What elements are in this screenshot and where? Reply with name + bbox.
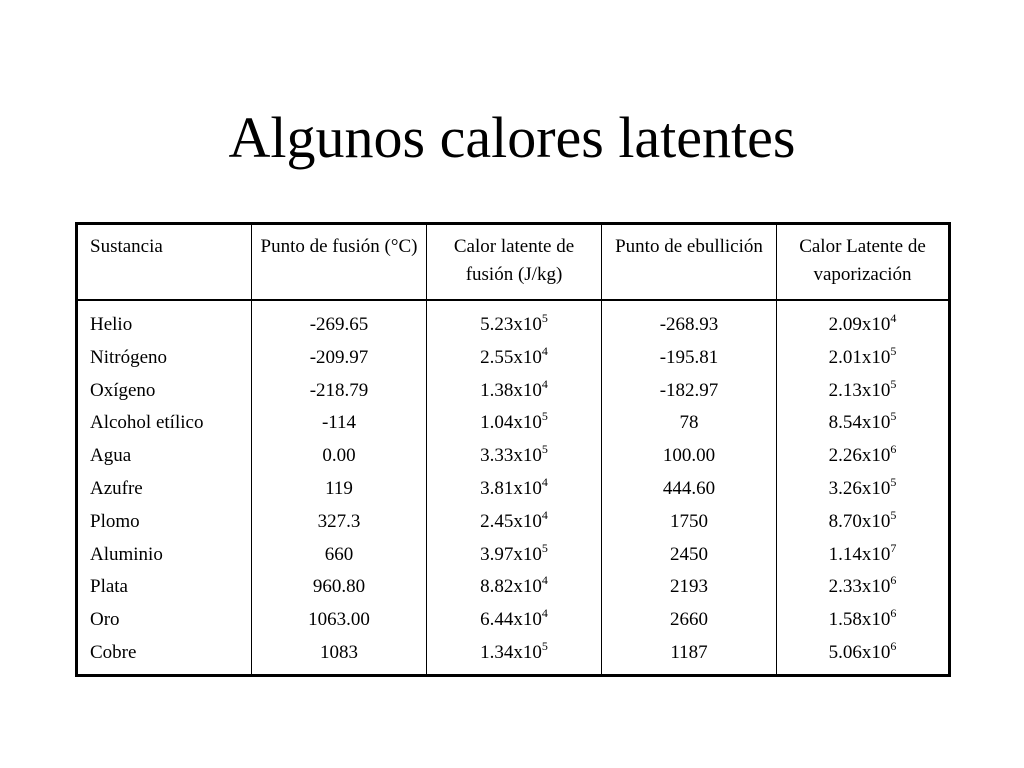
cell-exponent: 5 — [541, 409, 548, 424]
cell-punto-ebullicion: 1187 — [670, 641, 708, 663]
cell-exponent: 6 — [890, 638, 897, 653]
cell-punto-ebullicion: 100.00 — [662, 445, 716, 467]
cell-mantissa: 5.06x10 — [828, 641, 891, 663]
cell-exponent: 5 — [890, 507, 897, 522]
column-calor-fusion — [427, 300, 602, 675]
cell-mantissa: 2.13x10 — [828, 379, 891, 401]
cell-mantissa: 2.33x10 — [828, 576, 891, 598]
cell-sustancia: Helio — [90, 314, 133, 335]
slide-title: Algunos calores latentes — [228, 105, 796, 170]
cell-sustancia: Cobre — [90, 641, 137, 663]
cell-exponent: 4 — [541, 474, 548, 489]
cell-calor-vaporizacion — [783, 375, 942, 408]
cell-mantissa: 2.45x10 — [480, 510, 542, 532]
cell-punto-fusion: 660 — [324, 543, 354, 565]
cell-sustancia: Alcohol etílico — [90, 412, 204, 434]
cell-exponent: 6 — [890, 606, 897, 621]
cell-sustancia: Plata — [90, 576, 128, 598]
cell-punto-fusion: -269.65 — [309, 314, 369, 335]
cell-calor-fusion — [433, 407, 595, 440]
cell-punto-fusion: 960.80 — [312, 576, 366, 598]
cell-punto-fusion: -218.79 — [309, 379, 369, 401]
cell-mantissa: 3.81x10 — [480, 477, 542, 499]
cell-exponent: 4 — [541, 343, 548, 358]
cell-exponent: 5 — [541, 311, 548, 325]
cell-mantissa: 8.70x10 — [828, 510, 891, 532]
cell-mantissa: 1.58x10 — [828, 609, 891, 631]
cell-calor-vaporizacion — [783, 571, 942, 604]
cell-exponent: 5 — [890, 409, 897, 424]
cell-punto-ebullicion: -268.93 — [659, 314, 719, 335]
cell-calor-vaporizacion — [783, 407, 942, 440]
cell-calor-fusion — [433, 375, 595, 408]
cell-exponent: 4 — [890, 311, 897, 325]
cell-punto-ebullicion: 2193 — [670, 576, 708, 598]
cell-punto-fusion: 0.00 — [322, 445, 356, 467]
cell-calor-fusion — [433, 539, 595, 572]
cell-exponent: 6 — [890, 573, 897, 588]
header-sustancia: Sustancia — [77, 224, 252, 301]
cell-mantissa: 3.97x10 — [480, 543, 542, 565]
cell-sustancia: Oxígeno — [90, 379, 156, 401]
cell-mantissa: 8.82x10 — [480, 576, 542, 598]
cell-calor-vaporizacion — [783, 506, 942, 539]
cell-sustancia: Aluminio — [90, 543, 163, 565]
cell-calor-vaporizacion — [783, 440, 942, 473]
header-calor-fusion: Calor latente de fusión (J/kg) — [427, 224, 602, 301]
cell-calor-fusion — [433, 440, 595, 473]
column-sustancia — [77, 300, 252, 675]
cell-punto-ebullicion: -182.97 — [659, 379, 719, 401]
cell-mantissa: 3.26x10 — [828, 477, 891, 499]
cell-calor-vaporizacion — [783, 473, 942, 506]
cell-exponent: 4 — [541, 606, 548, 621]
cell-exponent: 7 — [890, 540, 897, 555]
cell-exponent: 6 — [890, 442, 897, 457]
cell-calor-fusion — [433, 571, 595, 604]
cell-sustancia: Azufre — [90, 477, 143, 499]
cell-sustancia: Oro — [90, 609, 120, 631]
cell-calor-fusion — [433, 309, 595, 342]
cell-mantissa: 3.33x10 — [480, 445, 542, 467]
cell-punto-fusion: -209.97 — [309, 346, 369, 368]
cell-calor-fusion — [433, 473, 595, 506]
cell-mantissa: 1.38x10 — [480, 379, 542, 401]
cell-calor-fusion — [433, 506, 595, 539]
cell-calor-vaporizacion — [783, 539, 942, 572]
cell-punto-ebullicion: -195.81 — [659, 346, 719, 368]
header-calor-vaporizacion: Calor Latente de vaporización — [777, 224, 950, 301]
cell-punto-fusion: -114 — [321, 412, 357, 434]
cell-sustancia: Plomo — [90, 510, 140, 532]
cell-calor-vaporizacion — [783, 309, 942, 342]
cell-punto-ebullicion: 1750 — [670, 510, 708, 532]
cell-mantissa: 6.44x10 — [480, 609, 542, 631]
cell-mantissa: 2.01x10 — [828, 346, 891, 368]
cell-exponent: 4 — [541, 573, 548, 588]
cell-sustancia: Agua — [90, 445, 132, 467]
cell-punto-fusion: 119 — [325, 477, 353, 499]
table-body-row — [77, 300, 950, 675]
cell-calor-fusion — [433, 604, 595, 637]
cell-exponent: 5 — [541, 442, 548, 457]
cell-punto-ebullicion: 444.60 — [662, 477, 716, 499]
cell-mantissa: 2.55x10 — [480, 346, 542, 368]
column-calor-vaporizacion — [777, 300, 950, 675]
column-punto-fusion — [252, 300, 427, 675]
cell-exponent: 5 — [890, 474, 897, 489]
cell-mantissa: 1.14x10 — [828, 543, 891, 565]
cell-mantissa: 2.09x10 — [828, 314, 891, 335]
cell-calor-fusion — [433, 342, 595, 375]
header-punto-ebullicion: Punto de ebullición — [602, 224, 777, 301]
cell-mantissa: 8.54x10 — [828, 412, 891, 434]
cell-exponent: 5 — [541, 540, 548, 555]
table-header-row — [77, 224, 950, 301]
cell-calor-vaporizacion — [783, 604, 942, 637]
cell-calor-vaporizacion — [783, 637, 942, 670]
cell-punto-fusion: 327.3 — [317, 510, 361, 532]
cell-exponent: 5 — [890, 376, 897, 391]
header-punto-fusion: Punto de fusión (°C) — [252, 224, 427, 301]
cell-mantissa: 5.23x10 — [480, 314, 542, 335]
cell-exponent: 4 — [541, 376, 548, 391]
cell-sustancia: Nitrógeno — [90, 346, 168, 368]
cell-mantissa: 1.04x10 — [480, 412, 542, 434]
column-punto-ebullicion — [602, 300, 777, 675]
cell-mantissa: 2.26x10 — [828, 445, 891, 467]
cell-calor-vaporizacion — [783, 342, 942, 375]
cell-exponent: 5 — [541, 638, 548, 653]
cell-punto-ebullicion: 2660 — [670, 609, 708, 631]
cell-punto-fusion: 1063.00 — [308, 609, 370, 631]
cell-exponent: 4 — [541, 507, 548, 522]
cell-mantissa: 1.34x10 — [480, 641, 542, 663]
cell-punto-ebullicion: 78 — [679, 412, 699, 434]
cell-punto-ebullicion: 2450 — [670, 543, 708, 565]
cell-exponent: 5 — [890, 343, 897, 358]
latent-heat-table — [75, 222, 951, 677]
cell-punto-fusion: 1083 — [320, 641, 358, 663]
cell-calor-fusion — [433, 637, 595, 670]
